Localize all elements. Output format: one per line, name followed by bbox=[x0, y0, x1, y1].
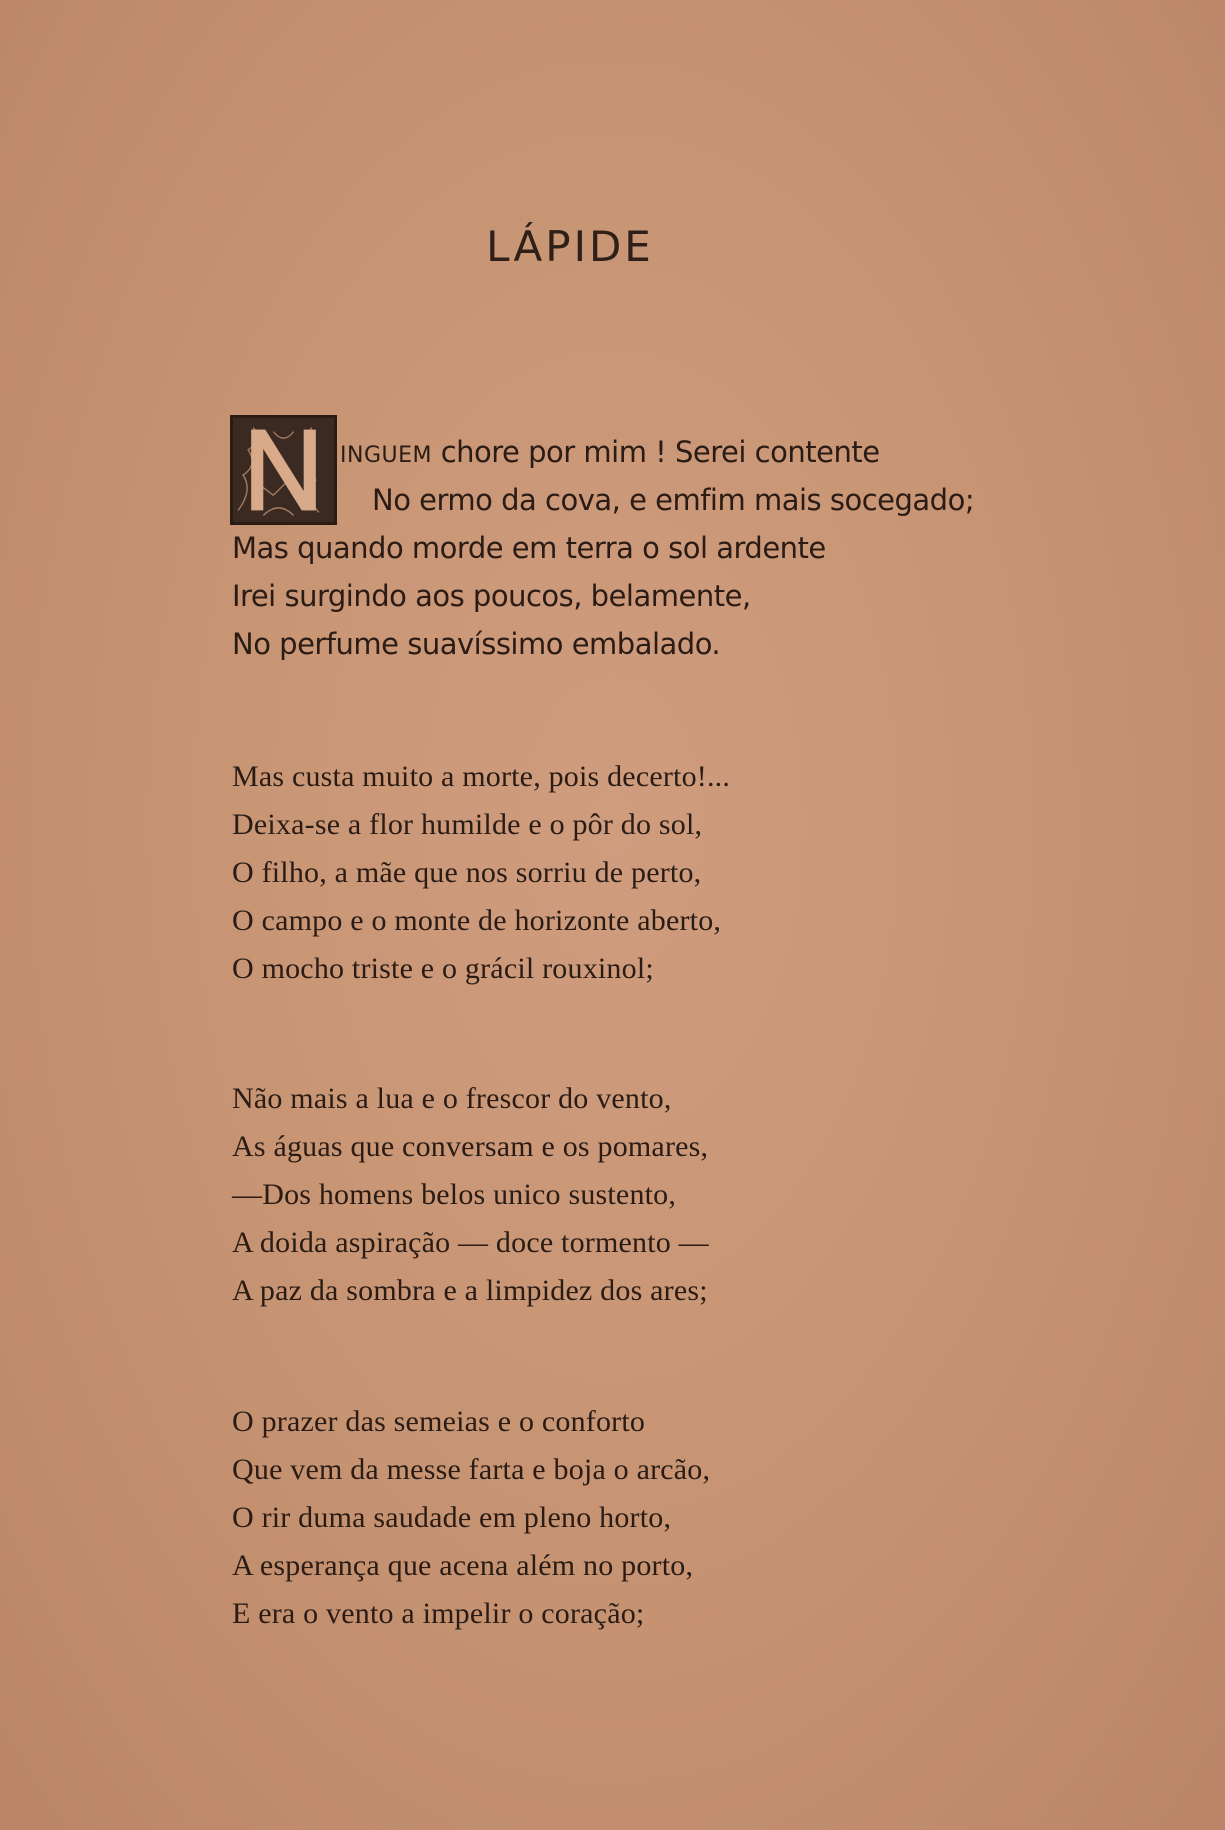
poem-line: Não mais a lua e o frescor do vento, bbox=[232, 1082, 672, 1115]
poem-line: A esperança que acena além no porto, bbox=[232, 1549, 694, 1582]
poem-line: Deixa-se a flor humilde e o pôr do sol, bbox=[232, 808, 703, 841]
poem-line: No ermo da cova, e emfim mais socegado; bbox=[372, 483, 975, 517]
poem-line: Que vem da messe farta e boja o arcão, bbox=[232, 1453, 711, 1486]
poem-line: —Dos homens belos unico sustento, bbox=[232, 1178, 677, 1211]
poem-line: E era o vento a impelir o coração; bbox=[232, 1597, 645, 1630]
ornamental-dropcap-n-icon bbox=[233, 418, 334, 522]
poem-line: A paz da sombra e a limpidez dos ares; bbox=[232, 1274, 708, 1307]
poem-line: As águas que conversam e os pomares, bbox=[232, 1130, 709, 1163]
poem-line: O mocho triste e o grácil rouxinol; bbox=[232, 952, 654, 985]
poem-line: Irei surgindo aos poucos, belamente, bbox=[232, 579, 751, 613]
poem-line-text: chore por mim ! Serei contente bbox=[431, 435, 880, 469]
poem-line: A doida aspiração — doce tormento — bbox=[232, 1226, 709, 1259]
poem-line: No perfume suavíssimo embalado. bbox=[232, 627, 721, 661]
poem-line: O filho, a mãe que nos sorriu de perto, bbox=[232, 856, 702, 889]
poem-line: Mas custa muito a morte, pois decerto!... bbox=[232, 760, 731, 793]
poem-line bbox=[340, 435, 880, 469]
dropcap-continuation: INGUEM bbox=[340, 443, 432, 468]
poem-line: O rir duma saudade em pleno horto, bbox=[232, 1501, 672, 1534]
poem-line: Mas quando morde em terra o sol ardente bbox=[232, 531, 826, 565]
poem-line: O campo e o monte de horizonte aberto, bbox=[232, 904, 722, 937]
poem-title: LÁPIDE bbox=[486, 222, 654, 271]
poem-line: O prazer das semeias e o conforto bbox=[232, 1405, 646, 1438]
ornamental-dropcap bbox=[230, 415, 337, 525]
